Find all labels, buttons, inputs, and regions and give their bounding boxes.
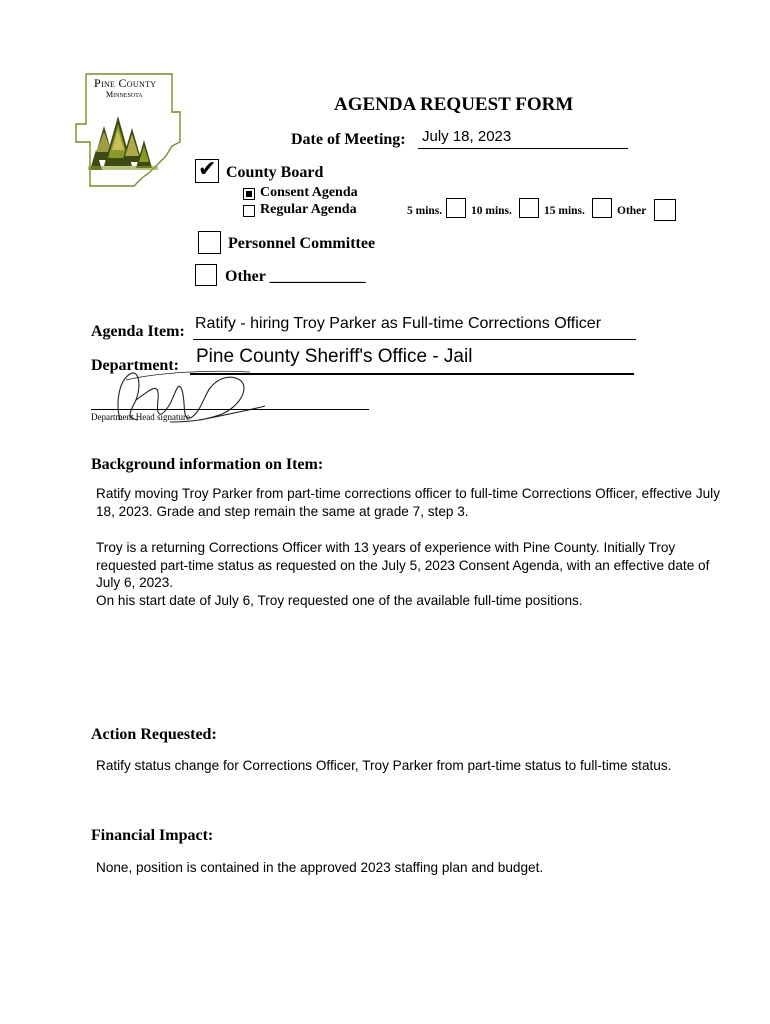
background-heading: Background information on Item: [91,456,324,473]
logo-line2: Minnesota [106,90,143,99]
action-heading: Action Requested: [91,726,217,743]
agenda-item-label: Agenda Item: [91,323,185,340]
time-option-other-label: Other [617,205,647,217]
time-option-other-checkbox[interactable] [654,199,676,221]
department-label: Department: [91,357,179,374]
other-label: Other ____________ [225,268,366,285]
time-option-10-label: 10 mins. [471,205,512,217]
consent-agenda-checkbox[interactable] [243,188,255,200]
background-paragraph-1: Ratify moving Troy Parker from part-time corrections officer to full-time Corrections Officer, effective July 18, 2023. Grade and step remain the same at grade 7, step 3. [96,486,721,519]
pine-trees-icon [88,116,158,170]
signature-line [91,409,369,410]
other-checkbox[interactable] [195,264,217,286]
form-title: AGENDA REQUEST FORM [334,94,574,115]
checkmark-icon: ✔ [198,157,217,182]
time-option-10-checkbox[interactable] [519,198,539,218]
county-logo [74,70,186,194]
time-option-5-checkbox[interactable] [446,198,466,218]
signature-caption: Department Head signature [91,412,190,422]
personnel-committee-label: Personnel Committee [228,235,376,252]
checked-fill-icon [246,191,252,197]
county-board-label: County Board [226,164,324,181]
department-field[interactable]: Pine County Sheriff's Office - Jail [196,346,473,367]
financial-heading: Financial Impact: [91,827,214,844]
time-option-15-label: 15 mins. [544,205,585,217]
county-board-checkbox[interactable] [195,159,219,183]
meeting-date-label: Date of Meeting: [291,131,406,148]
consent-agenda-label: Consent Agenda [260,185,358,200]
regular-agenda-label: Regular Agenda [260,202,357,217]
action-text: Ratify status change for Corrections Officer, Troy Parker from part-time status to full-time status. [96,758,672,773]
financial-text: None, position is contained in the approved 2023 staffing plan and budget. [96,860,544,875]
meeting-date-field[interactable]: July 18, 2023 [422,128,512,145]
background-paragraph-2: Troy is a returning Corrections Officer with 13 years of experience with Pine County. Initially Troy requested part-time status as requested on the July 5, 2023 Consent Agenda, with an effective date of July 6, 2023. [96,540,710,590]
time-option-15-checkbox[interactable] [592,198,612,218]
logo-line1: Pine County [94,76,157,90]
meeting-date-underline [418,148,628,149]
agenda-item-field[interactable]: Ratify - hiring Troy Parker as Full-time Corrections Officer [195,315,602,332]
personnel-committee-checkbox[interactable] [198,231,221,254]
agenda-item-underline [193,339,636,340]
time-option-5-label: 5 mins. [407,205,443,217]
background-paragraph-3: On his start date of July 6, Troy requested one of the available full-time positions. [96,593,583,608]
regular-agenda-checkbox[interactable] [243,205,255,217]
